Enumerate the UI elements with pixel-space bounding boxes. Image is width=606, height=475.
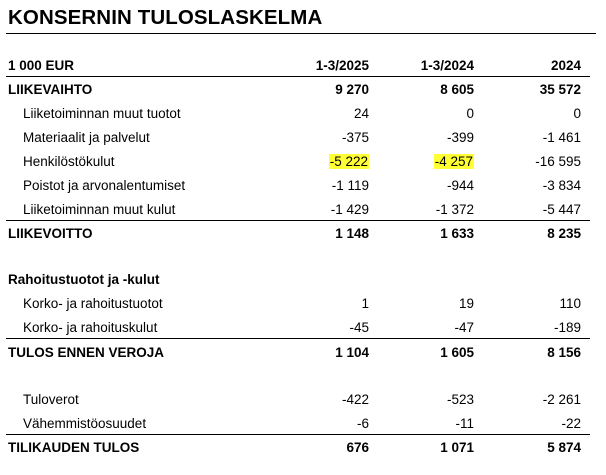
column-header-q1-2025: 1-3/2025 <box>315 58 369 73</box>
row-muut-kulut <box>6 199 590 221</box>
row-henkilostokulut <box>6 151 590 172</box>
value-q1-2025: 24 <box>353 106 369 121</box>
column-header-2024: 2024 <box>550 58 581 73</box>
value-q1-2025: 1 <box>361 296 369 311</box>
value-q1-2025: 9 270 <box>335 82 369 97</box>
value-q1-2025: -422 <box>341 392 369 407</box>
value-q1-2025: -1 119 <box>331 178 369 193</box>
value-q1-2025: -375 <box>341 130 369 145</box>
row-korkotuotot <box>6 293 590 314</box>
value-2024: 8 235 <box>547 226 581 241</box>
value-2024: 35 572 <box>539 82 581 97</box>
row-vahemmistoosuudet <box>6 413 590 435</box>
row-label: TULOS ENNEN VEROJA <box>8 345 165 360</box>
row-label: Liiketoiminnan muut tuotot <box>23 106 181 121</box>
value-q1-2024: -523 <box>446 392 474 407</box>
value-q1-2025: 1 104 <box>335 345 369 360</box>
value-q1-2024-highlighted: -4 257 <box>434 154 473 169</box>
row-liikevaihto <box>6 79 590 100</box>
value-2024: 0 <box>573 106 581 121</box>
row-label: Henkilöstökulut <box>23 154 115 169</box>
value-2024: 5 874 <box>547 440 581 455</box>
value-q1-2024: -47 <box>454 320 474 335</box>
value-q1-2025: -1 429 <box>330 202 369 217</box>
column-header-q1-2024: 1-3/2024 <box>420 58 474 73</box>
value-2024: -22 <box>561 416 581 431</box>
value-q1-2025: -45 <box>349 320 369 335</box>
value-q1-2024: -11 <box>455 416 474 431</box>
row-label: Korko- ja rahoituskulut <box>23 320 158 335</box>
row-materiaalit <box>6 127 590 148</box>
value-q1-2024: 1 633 <box>440 226 474 241</box>
title-underline <box>6 33 596 34</box>
table-header <box>6 55 590 77</box>
row-tilikauden-tulos <box>6 437 590 458</box>
value-2024: -5 447 <box>542 202 581 217</box>
row-label: Korko- ja rahoitustuotot <box>23 296 163 311</box>
row-rahoitus-heading <box>6 269 590 290</box>
value-q1-2025-highlighted: -5 222 <box>329 154 368 169</box>
value-q1-2024: 1 605 <box>440 345 474 360</box>
value-q1-2024: -944 <box>446 178 474 193</box>
row-label: TILIKAUDEN TULOS <box>8 440 140 455</box>
row-tulos-ennen-veroja <box>6 342 590 363</box>
value-q1-2025: -6 <box>356 416 369 431</box>
row-label: Poistot ja arvonalentumiset <box>23 178 186 193</box>
value-2024: -1 461 <box>542 130 581 145</box>
row-poistot <box>6 175 590 196</box>
value-2024: -16 595 <box>535 154 581 169</box>
row-tuloverot <box>6 389 590 410</box>
value-2024: 110 <box>559 296 581 311</box>
row-liikevoitto <box>6 223 590 244</box>
value-q1-2024: 0 <box>466 106 474 121</box>
row-label: LIIKEVOITTO <box>8 226 93 241</box>
value-q1-2024: -399 <box>446 130 474 145</box>
row-muut-tuotot <box>6 103 590 124</box>
value-q1-2025: 676 <box>346 440 369 455</box>
page-title: KONSERNIN TULOSLASKELMA <box>8 6 323 29</box>
row-label: Materiaalit ja palvelut <box>23 130 150 145</box>
row-label: Vähemmistöosuudet <box>23 416 147 431</box>
section-heading: Rahoitustuotot ja -kulut <box>8 272 160 287</box>
row-label: LIIKEVAIHTO <box>8 82 93 97</box>
value-q1-2024: 1 071 <box>440 440 474 455</box>
unit-label: 1 000 EUR <box>8 58 75 73</box>
value-2024: -3 834 <box>542 178 581 193</box>
row-label: Liiketoiminnan muut kulut <box>23 202 176 217</box>
value-q1-2024: -1 372 <box>435 202 474 217</box>
row-korkokulut <box>6 317 590 339</box>
value-2024: -189 <box>553 320 581 335</box>
row-label: Tuloverot <box>23 392 79 407</box>
value-q1-2024: 8 605 <box>440 82 474 97</box>
value-2024: 8 156 <box>547 345 581 360</box>
value-q1-2024: 19 <box>458 296 474 311</box>
value-q1-2025: 1 148 <box>335 226 369 241</box>
value-2024: -2 261 <box>542 392 581 407</box>
